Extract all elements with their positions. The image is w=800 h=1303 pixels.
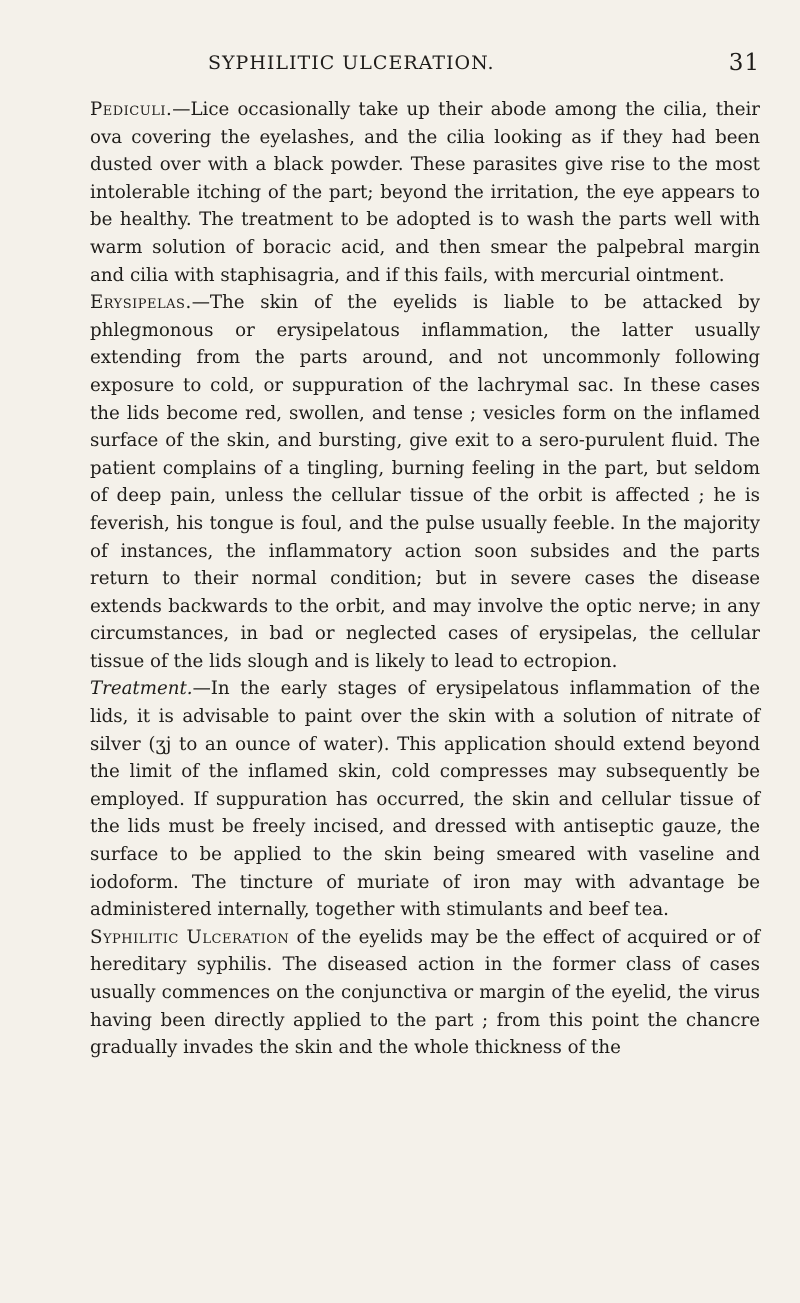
paragraph-heading: Syphilitic Ulceration — [90, 926, 290, 948]
paragraph-pediculi — [90, 96, 760, 289]
running-head-title: SYPHILITIC ULCERATION. — [208, 52, 495, 74]
paragraph-body: —In the early stages of erysipelatous inflammation of the lids, it is advisable to paint over the skin with a solution of nitrate of silver (ʒj to an ounce of water). This application should extend beyond the limit of the inflamed skin, cold compresses may subsequently be employed. If suppuration has occurred, the skin and cellular tissue of the lids must be freely incised, and dressed with antiseptic gauze, the surface to be applied to the skin being smeared with vaseline and iodoform. The tincture of muriate of iron may with advantage be administered internally, together with stimulants and beef tea. — [90, 678, 760, 921]
paragraph-body: of the eyelids may be the effect of acquired or of hereditary syphilis. The diseased action in the former class of cases usually commences on the conjunctiva or margin of the eyelid, the virus having been directly applied to the part ; from this point the chancre gradually invades the skin and the whole thickness of the — [90, 926, 761, 1059]
book-page — [90, 50, 760, 1062]
paragraph-erysipelas — [90, 289, 760, 675]
paragraph-heading: Treatment. — [90, 678, 193, 700]
paragraph-treatment — [90, 675, 760, 923]
running-head — [90, 50, 760, 84]
paragraph-body: —Lice occasionally take up their abode among the cilia, their ova covering the eyelashes, and the cilia looking as if they had been dusted over with a black powder. These parasites give rise to the most intolerable itching of the part; beyond the irritation, the eye appears to be healthy. The treatment to be adopted is to wash the parts well with warm solution of boracic acid, and then smear the palpebral margin and cilia with staphisagria, and if this fails, with mercurial ointment. — [90, 99, 760, 286]
page-number: 31 — [728, 50, 760, 76]
paragraph-body: —The skin of the eyelids is liable to be attacked by phlegmonous or erysipelatous inflammation, the latter usually extending from the parts around, and not uncommonly following exposure to cold, or suppuration of the lachrymal sac. In these cases the lids become red, swollen, and tense ; vesicles form on the inflamed surface of the skin, and bursting, give exit to a sero-purulent fluid. The patient complains of a tingling, burning feeling in the part, but seldom of deep pain, unless the cellular tissue of the orbit is affected ; he is feverish, his tongue is foul, and the pulse usually feeble. In the majority of instances, the inflammatory action soon subsides and the parts return to their normal condition; but in severe cases the disease extends backwards to the orbit, and may involve the optic nerve; in any circumstances, in bad or neglected cases of erysipelas, the cellular tissue of the lids slough and is likely to lead to ectropion. — [90, 292, 760, 672]
body-text — [90, 96, 760, 1062]
paragraph-syphilitic-ulceration — [90, 924, 760, 1062]
paragraph-heading: Erysipelas. — [90, 292, 192, 314]
paragraph-heading: Pediculi. — [90, 99, 173, 120]
